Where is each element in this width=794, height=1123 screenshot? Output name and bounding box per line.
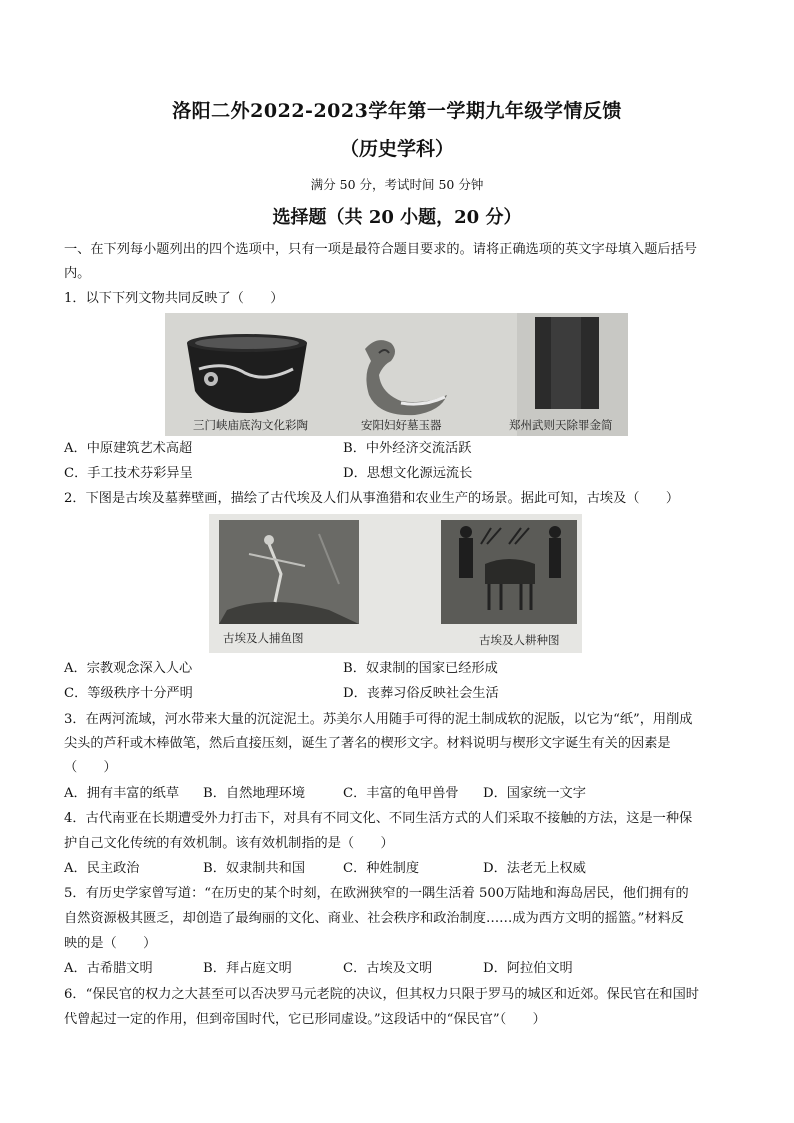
q4-stem-line-1: 4．古代南亚在长期遭受外力打击下，对具有不同文化、不同生活方式的人们采取不接触的方法，这是一种保 bbox=[64, 811, 693, 826]
score-info: 满分 50 分，考试时间 50 分钟 bbox=[310, 177, 484, 192]
painted-pottery-image bbox=[187, 334, 307, 413]
q2-stem: 2．下图是古埃及墓葬壁画，描绘了古代埃及人们从事渔猎和农业生产的场景。据此可知，古埃及（ ） bbox=[64, 491, 680, 506]
q5-option-a: A．古希腊文明 bbox=[64, 961, 153, 976]
q3-stem-line-2: 尖头的芦秆或木棒做笔，然后直接压刻，诞生了著名的楔形文字。材料说明与楔形文字诞生有关的因素是 bbox=[64, 736, 671, 751]
q2-caption-1: 古埃及人捕鱼图 bbox=[223, 631, 304, 645]
instruction-line-2: 内。 bbox=[64, 266, 91, 281]
q5-option-d: D．阿拉伯文明 bbox=[483, 961, 573, 976]
q1-option-c: C．手工技术芬彩异呈 bbox=[64, 466, 193, 481]
q5-stem-line-2: 自然资源极其匮乏，却创造了最绚丽的文化、商业、社会秩序和政治制度……成为西方文明的摇篮。”材料反 bbox=[64, 911, 684, 926]
q5-stem-line-1: 5．有历史学家曾写道：“在历史的某个时刻，在欧洲狭窄的一隅生活着 500万陆地和海岛居民，他们拥有的 bbox=[64, 886, 689, 901]
q3-option-c: C．丰富的龟甲兽骨 bbox=[343, 786, 459, 801]
q2-murals-figure bbox=[209, 514, 582, 653]
q3-stem-line-1: 3．在两河流域，河水带来大量的沉淀泥土。苏美尔人用随手可得的泥土制成软的泥版，以它为“纸”，用削成 bbox=[64, 712, 693, 727]
q5-stem-line-3: 映的是（ ） bbox=[64, 936, 157, 951]
q2-option-d: D．丧葬习俗反映社会生活 bbox=[343, 686, 499, 701]
q3-option-b: B．自然地理环境 bbox=[203, 786, 306, 801]
section-title: 选择题（共 20 小题，20 分） bbox=[272, 207, 522, 228]
q6-stem-line-1: 6．“保民官的权力之大甚至可以否决罗马元老院的决议，但其权力只限于罗马的城区和近郊。保民官在和国时 bbox=[64, 987, 699, 1002]
farming-mural-image bbox=[441, 520, 577, 624]
q1-caption-1: 三门峡庙底沟文化彩陶 bbox=[193, 418, 308, 432]
q5-option-c: C．古埃及文明 bbox=[343, 961, 433, 976]
q3-stem-line-3: （ ） bbox=[64, 760, 117, 775]
q4-option-c: C．种姓制度 bbox=[343, 861, 420, 876]
q1-artifacts-figure bbox=[165, 313, 628, 436]
exam-title: 洛阳二外2022-2023学年第一学期九年级学情反馈 bbox=[172, 100, 622, 122]
fishing-mural-image bbox=[219, 520, 359, 624]
q4-option-b: B．奴隶制共和国 bbox=[203, 861, 306, 876]
q1-caption-3: 郑州武则天除罪金简 bbox=[509, 418, 613, 432]
q3-option-a: A．拥有丰富的纸草 bbox=[64, 786, 180, 801]
q4-option-a: A．民主政治 bbox=[64, 861, 140, 876]
q3-option-d: D．国家统一文字 bbox=[483, 786, 586, 801]
q2-option-b: B．奴隶制的国家已经形成 bbox=[343, 661, 498, 676]
q2-option-c: C．等级秩序十分严明 bbox=[64, 686, 193, 701]
q1-caption-2: 安阳妇好墓玉器 bbox=[361, 418, 442, 432]
q1-option-a: A．中原建筑艺术高超 bbox=[64, 441, 193, 456]
q2-option-a: A．宗教观念深入人心 bbox=[64, 661, 193, 676]
q1-option-d: D．思想文化源远流长 bbox=[343, 466, 473, 481]
q4-stem-line-2: 护自己文化传统的有效机制。该有效机制指的是（ ） bbox=[64, 836, 394, 851]
q1-stem: 1．以下下列文物共同反映了（ ） bbox=[64, 291, 284, 306]
q1-option-b: B．中外经济交流活跃 bbox=[343, 441, 472, 456]
q5-option-b: B．拜占庭文明 bbox=[203, 961, 292, 976]
q4-option-d: D．法老无上权威 bbox=[483, 861, 586, 876]
q6-stem-line-2: 代曾起过一定的作用，但到帝国时代，它已形同虚设。”这段话中的“保民官”（ ） bbox=[64, 1012, 546, 1027]
subject-title: （历史学科） bbox=[339, 138, 454, 160]
q2-caption-2: 古埃及人耕种图 bbox=[479, 633, 560, 647]
instruction-line-1: 一、在下列每小题列出的四个选项中，只有一项是最符合题目要求的。请将正确选项的英文字母填入题后括号 bbox=[64, 242, 697, 257]
